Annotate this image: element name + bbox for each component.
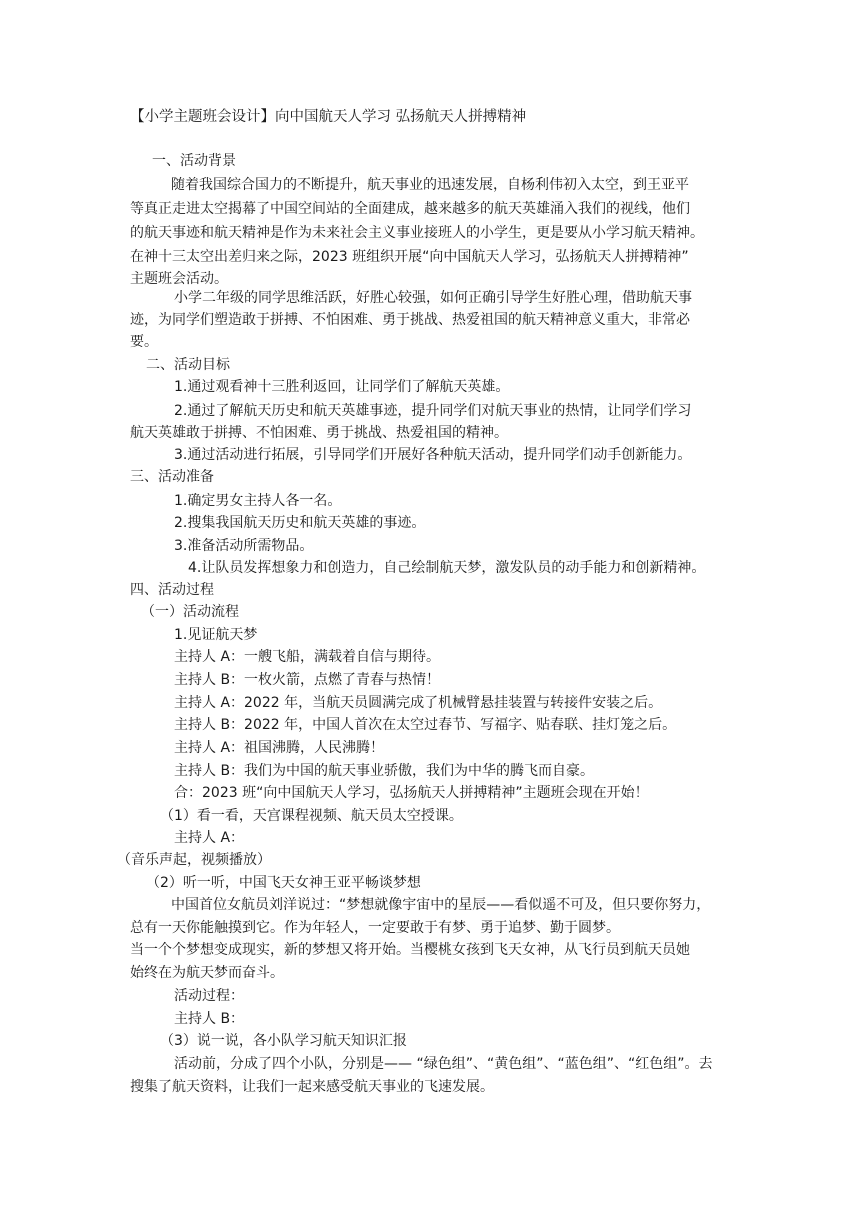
paragraph-line: 在神十三太空出差归来之际，2023 班组织开展“向中国航天人学习，弘扬航天人拼搏精神” xyxy=(130,249,689,265)
section-heading-preparation: 三、活动准备 xyxy=(130,469,214,485)
dialogue-line: 合：2023 班“向中国航天人学习，弘扬航天人拼搏精神”主题班会现在开始！ xyxy=(174,785,649,801)
dialogue-line: 主持人 B：我们为中国的航天事业骄傲，我们为中华的腾飞而自豪。 xyxy=(174,763,595,779)
dialogue-line: 主持人 A：一艘飞船，满载着自信与期待。 xyxy=(174,649,441,665)
dialogue-line: 主持人 B：一枚火箭，点燃了青春与热情！ xyxy=(174,672,441,688)
paragraph-line: 随着我国综合国力的不断提升，航天事业的迅速发展，自杨利伟初入太空，到王亚平 xyxy=(171,177,689,193)
section-heading-background: 一、活动背景 xyxy=(152,153,236,169)
activity-step: （1）看一看，天宫课程视频、航天员太空授课。 xyxy=(160,808,463,824)
list-item: 2.搜集我国航天历史和航天英雄的事迹。 xyxy=(174,515,426,531)
paragraph-line: 的航天事迹和航天精神是作为未来社会主义事业接班人的小学生，更是要从小学习航天精神。 xyxy=(130,225,704,241)
list-item: 3.通过活动进行拓展，引导同学们开展好各种航天活动，提升同学们动手创新能力。 xyxy=(174,447,692,463)
stage-direction: （音乐声起，视频播放） xyxy=(117,852,271,868)
list-item: 1.确定男女主持人各一名。 xyxy=(174,493,342,509)
paragraph-line: 当一个个梦想变成现实，新的梦想又将开始。当樱桃女孩到飞天女神，从飞行员到航天员她 xyxy=(130,942,690,958)
dialogue-line: 主持人 A： xyxy=(174,830,245,846)
list-item: 2.通过了解航天历史和航天英雄事迹，提升同学们对航天事业的热情，让同学们学习 xyxy=(174,403,692,419)
paragraph-line: 迹，为同学们塑造敢于拼搏、不怕困难、勇于挑战、热爱祖国的航天精神意义重大，非常必 xyxy=(130,312,690,328)
paragraph-line: 小学二年级的同学思维活跃，好胜心较强，如何正确引导学生好胜心理，借助航天事 xyxy=(174,290,692,306)
paragraph-line: 总有一天你能触摸到它。作为年轻人，一定要敢于有梦、勇于追梦、勤于圆梦。 xyxy=(130,920,620,936)
list-item: 1.通过观看神十三胜利返回，让同学们了解航天英雄。 xyxy=(174,379,510,395)
section-heading-goals: 二、活动目标 xyxy=(146,357,230,373)
section-heading-process: 四、活动过程 xyxy=(130,582,214,598)
paragraph-line: 中国首位女航员刘洋说过：“梦想就像宇宙中的星辰——看似遥不可及，但只要你努力， xyxy=(171,897,711,913)
list-item: 1.见证航天梦 xyxy=(174,627,258,643)
dialogue-line: 活动过程： xyxy=(174,988,244,1004)
document-title: 【小学主题班会设计】向中国航天人学习 弘扬航天人拼搏精神 xyxy=(130,109,527,125)
paragraph-line: 主题班会活动。 xyxy=(130,271,228,287)
activity-step: （3）说一说，各小队学习航天知识汇报 xyxy=(160,1033,407,1049)
dialogue-line: 主持人 A：2022 年，当航天员圆满完成了机械臂悬挂装置与转接件安装之后。 xyxy=(174,695,663,711)
dialogue-line: 主持人 A：祖国沸腾，人民沸腾！ xyxy=(174,740,385,756)
activity-step: （2）听一听，中国飞天女神王亚平畅谈梦想 xyxy=(146,875,421,891)
dialogue-line: 主持人 B：2022 年，中国人首次在太空过春节、写福字、贴春联、挂灯笼之后。 xyxy=(174,717,677,733)
subsection-heading: （一）活动流程 xyxy=(141,604,239,620)
paragraph-line: 航天英雄敢于拼搏、不怕困难、勇于挑战、热爱祖国的精神。 xyxy=(130,425,508,441)
paragraph-line: 活动前，分成了四个小队，分别是—— “绿色组”、“黄色组”、“蓝色组”、“红色组”。去 xyxy=(174,1056,713,1072)
paragraph-line: 始终在为航天梦而奋斗。 xyxy=(130,965,284,981)
paragraph-line: 等真正走进太空揭幕了中国空间站的全面建成，越来越多的航天英雄涌入我们的视线，他们 xyxy=(130,201,690,217)
paragraph-line: 要。 xyxy=(130,334,158,350)
paragraph-line: 搜集了航天资料，让我们一起来感受航天事业的飞速发展。 xyxy=(130,1079,494,1095)
list-item: 3.准备活动所需物品。 xyxy=(174,538,314,554)
list-item: 4.让队员发挥想象力和创造力，自己绘制航天梦，激发队员的动手能力和创新精神。 xyxy=(188,560,706,576)
dialogue-line: 主持人 B： xyxy=(174,1011,245,1027)
